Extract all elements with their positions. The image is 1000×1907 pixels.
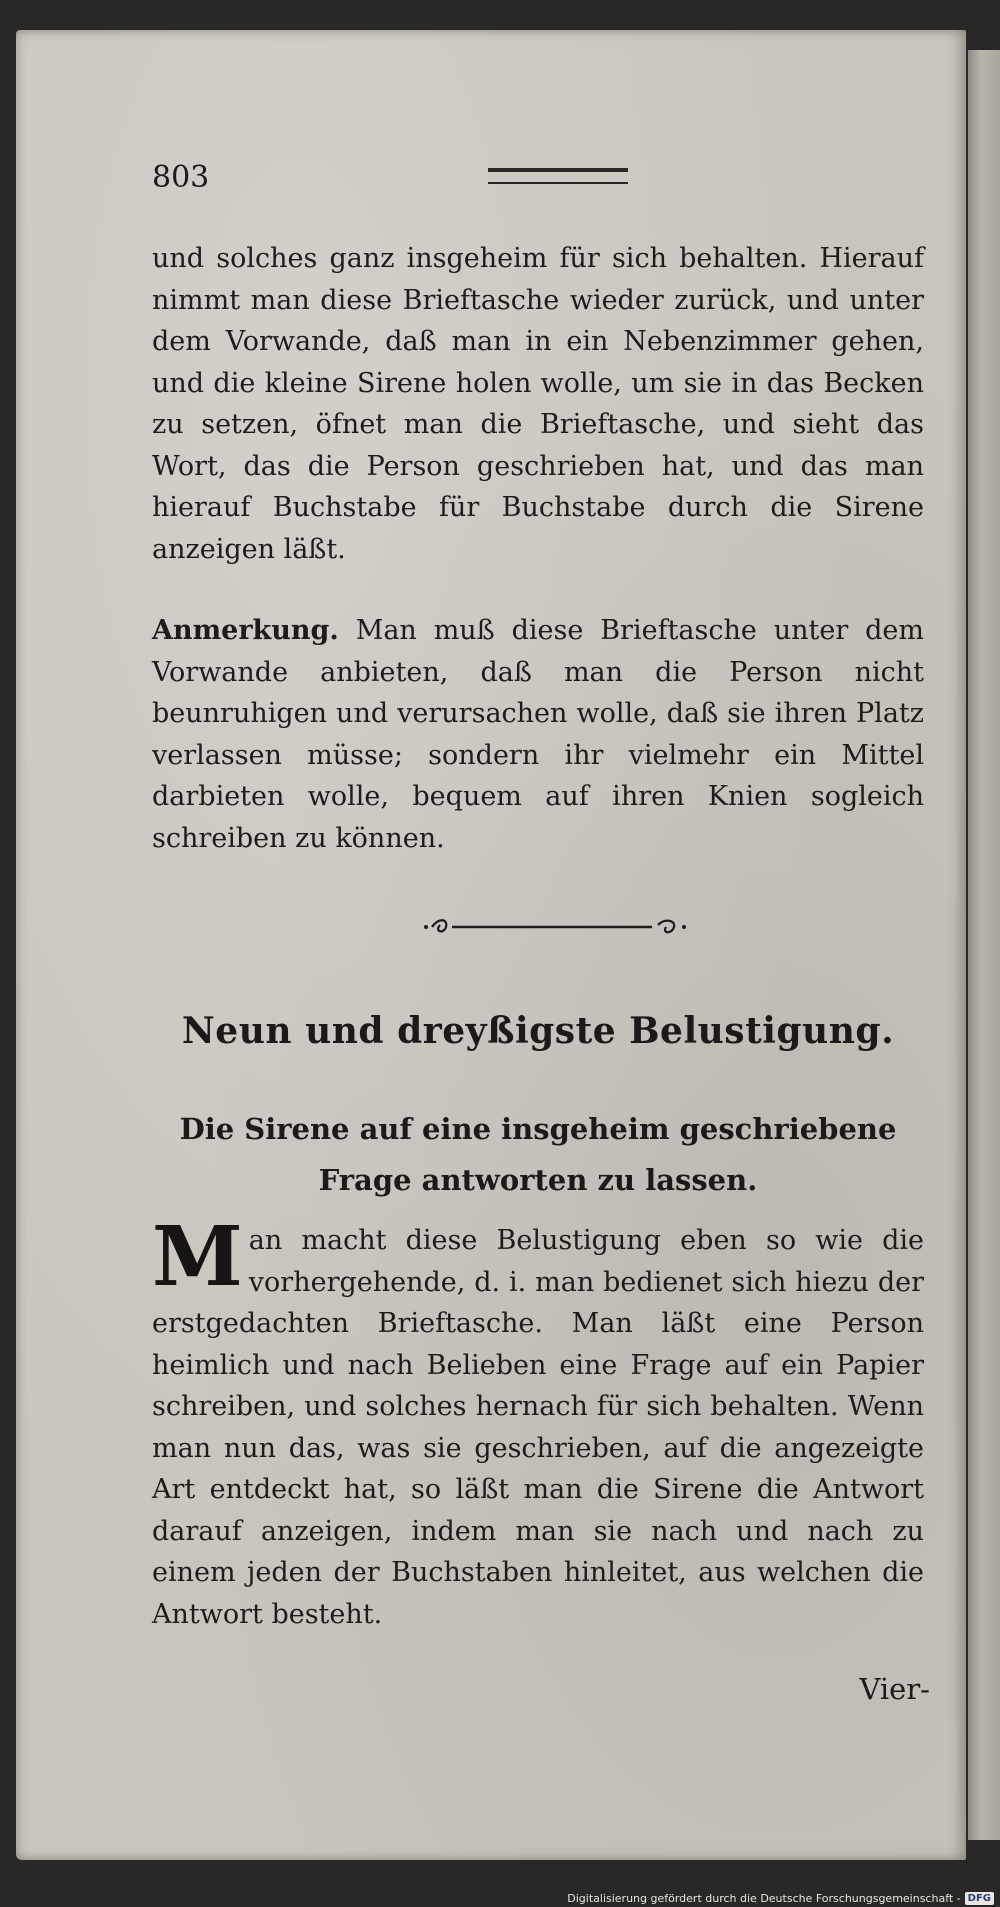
credit-text: Digitalisierung gefördert durch die Deutsche Forschungsgemeinschaft -	[567, 1892, 961, 1905]
dfg-logo-icon: DFG	[965, 1892, 994, 1905]
section-heading: Neun und dreyßigste Belustigung.	[181, 1010, 895, 1052]
note-label: Anmerkung.	[152, 615, 339, 646]
note-text: Man muß diese Brieftasche unter dem Vorwande anbieten, daß man die Person nicht beunruhigen und verursachen wolle, daß sie ihren Platz verlassen müsse; sondern ihr vielmehr ein Mittel darbieten wolle, bequem auf ihren Knien sogleich schreiben zu können.	[152, 615, 924, 854]
next-page-edge	[968, 50, 1000, 1840]
section-subheading: Die Sirene auf eine insgeheim geschriebene Frage antworten zu lassen.	[179, 1112, 897, 1197]
catchword: Vier-	[859, 1672, 930, 1706]
header-rule	[488, 168, 628, 184]
digitization-credit	[567, 1892, 994, 1905]
drop-cap: M	[152, 1209, 243, 1305]
page-header	[152, 160, 932, 200]
continuation-paragraph: und solches ganz insgeheim für sich behalten. Hierauf nimmt man diese Brieftasche wieder zurück, und unter dem Vorwande, daß man in ein Nebenzimmer gehen, und die kleine Sirene holen wolle, um sie in das Becken zu setzen, öfnet man die Brieftasche, und sieht das Wort, das die Person geschrieben hat, und das man hierauf Buchstabe für Buchstabe durch die Sirene anzeigen läßt.	[152, 243, 924, 565]
body-paragraph	[152, 1209, 924, 1635]
body-text: an macht diese Belustigung eben so wie die vorhergehende, d. i. man bedienet sich hiezu der erstgedachten Brieftasche. Man läßt eine Person heimlich und nach Belieben eine Frage auf ein Papier schreiben, und solches hernach für sich behalten. Wenn man nun das, was sie geschrieben, auf die angezeigte Art entdeckt hat, so läßt man die Sirene die Antwort darauf anzeigen, indem man sie nach und nach zu einem jeden der Buchstaben hinleitet, aus welchen die Antwort besteht.	[152, 1225, 924, 1630]
note-paragraph	[152, 610, 924, 859]
decorative-rule-ornament-icon	[420, 912, 700, 942]
page-number: 803	[152, 160, 210, 195]
